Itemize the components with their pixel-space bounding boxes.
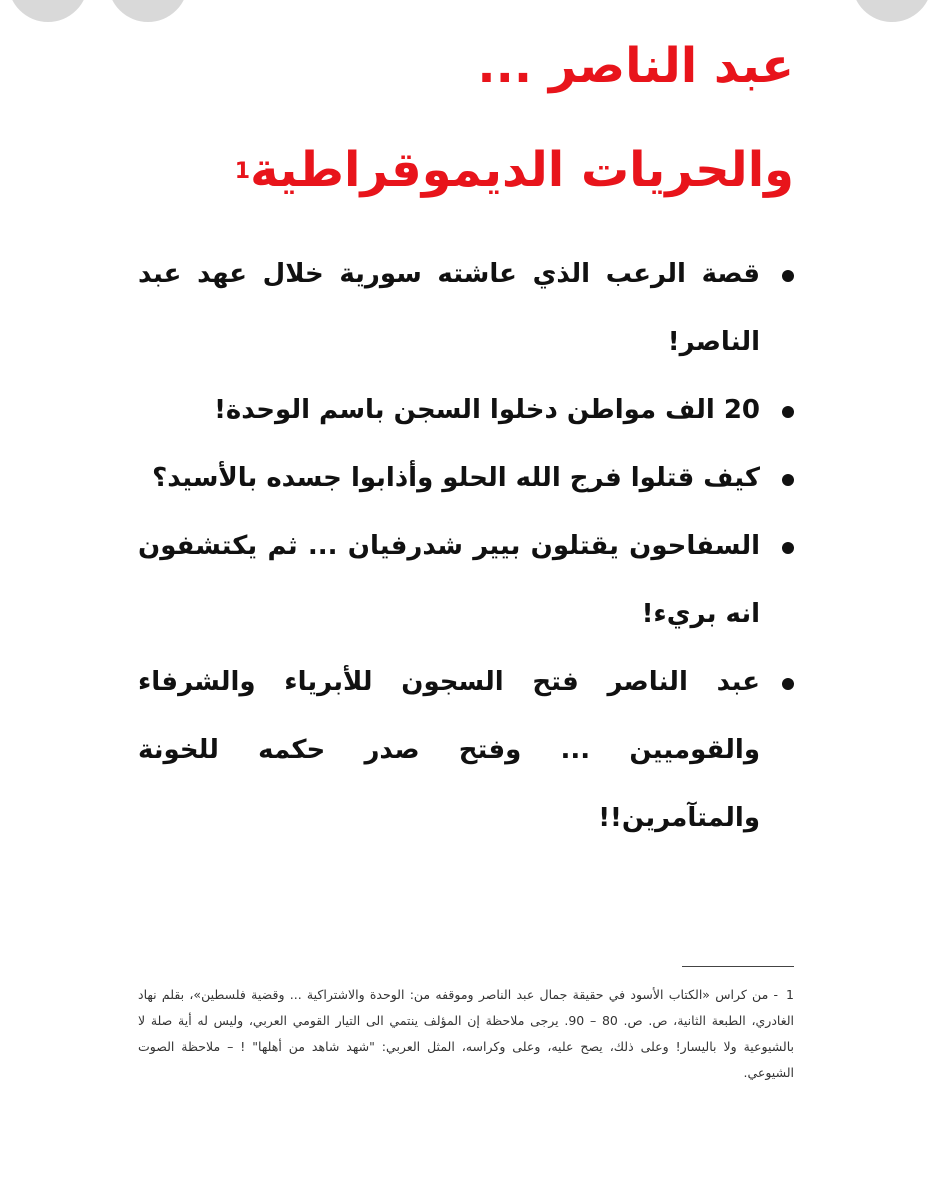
title-footnote-mark: 1 (234, 159, 251, 184)
bullet-list (138, 240, 794, 852)
bullet-text: عبد الناصر فتح السجون للأبرياء والشرفاء والقوميين ... وفتح صدر حكمه للخونة والمتآمرين!! (138, 667, 760, 833)
bullet-text: كيف قتلوا فرج الله الحلو وأذابوا جسده بالأسيد؟ (152, 463, 760, 493)
bullet-item (138, 648, 794, 852)
bullet-dot-icon (782, 542, 794, 554)
footnote-number: 1 (786, 987, 794, 1002)
bullet-dot-icon (782, 678, 794, 690)
bullet-text: 20 الف مواطن دخلوا السجن باسم الوحدة! (214, 395, 760, 425)
bullet-dot-icon (782, 270, 794, 282)
bullet-item (138, 376, 794, 444)
footnote (138, 982, 794, 1086)
bullet-item (138, 512, 794, 648)
bullet-dot-icon (782, 406, 794, 418)
bullet-item (138, 240, 794, 376)
title-line-2-text: والحريات الديموقراطية (250, 142, 794, 198)
title-line-2 (235, 140, 794, 200)
bullet-item (138, 444, 794, 512)
footnote-text: - من كراس «الكتاب الأسود في حقيقة جمال عبد الناصر وموقفه من: الوحدة والاشتراكية ... وقضية فلسطين»، بقلم نهاد الغادري، الطبعة الثانية، ص. ص. 80 – 90. يرجى ملاحظة إن المؤلف ينتمي الى التيار القومي العربي، وليس له أية صلة لا بالشيوعية ولا باليسار! وعلى ذلك، يصح عليه، وعلى وكراسه، المثل العربي: "شهد شاهد من أهلها" ! – ملاحظة الصوت الشيوعي. (138, 987, 795, 1080)
footnote-separator (682, 966, 794, 967)
title-line-1 (477, 36, 794, 96)
title-line-1-text: عبد الناصر ... (477, 38, 794, 94)
bullet-text: قصة الرعب الذي عاشته سورية خلال عهد عبد الناصر! (138, 259, 760, 357)
bullet-text: السفاحون يقتلون بيير شدرفيان ... ثم يكتشفون انه بريء! (138, 531, 760, 629)
bullet-dot-icon (782, 474, 794, 486)
